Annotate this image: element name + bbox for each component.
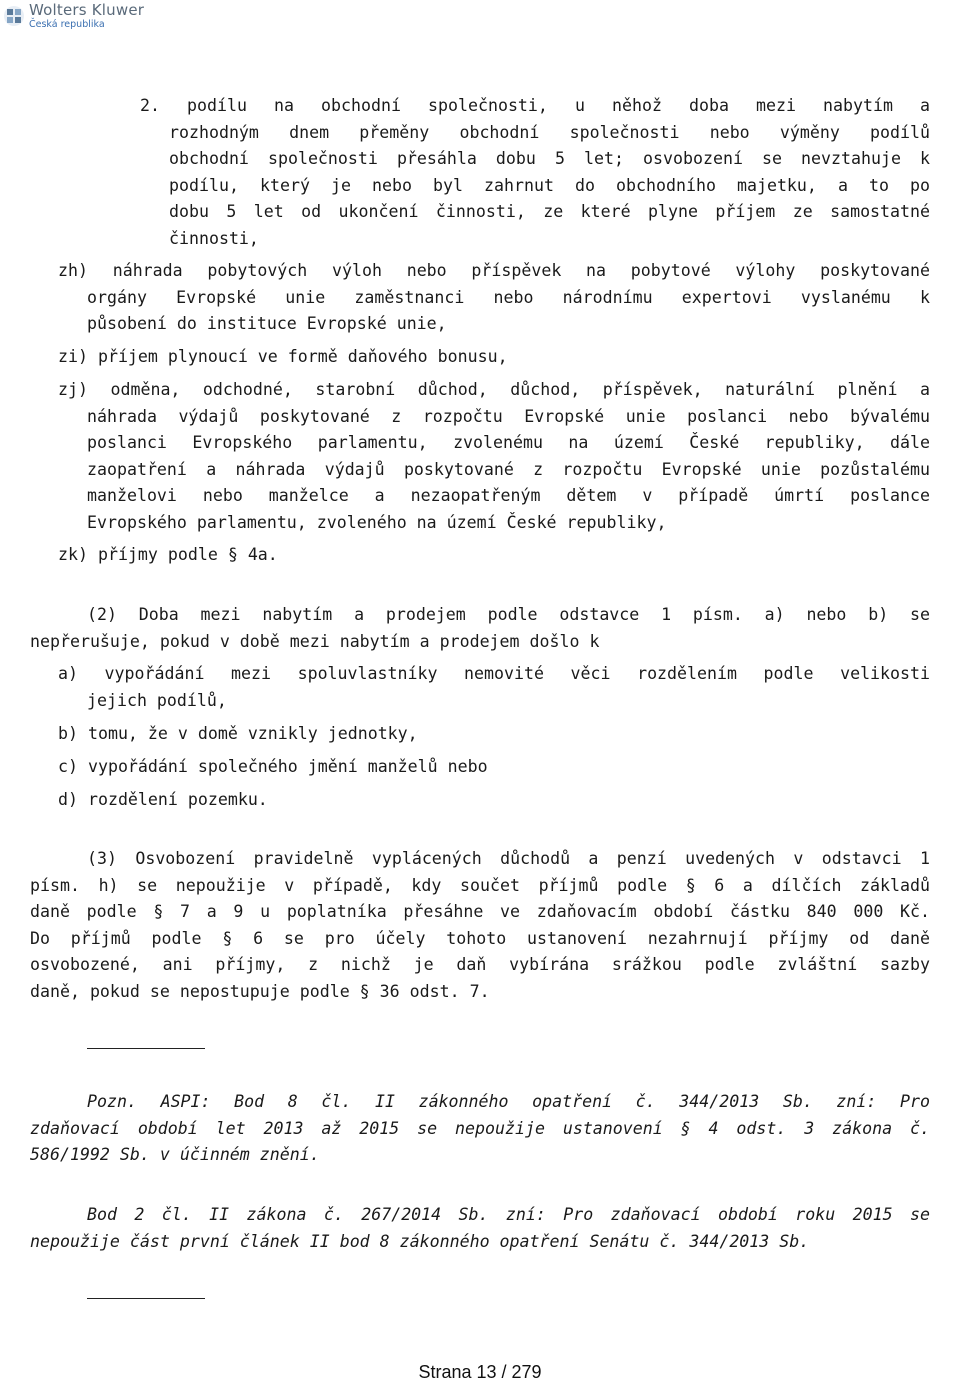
list-item-a bbox=[58, 661, 930, 688]
item-zj bbox=[58, 377, 930, 404]
paragraph-2-continuation bbox=[30, 629, 930, 656]
text-line: písm. h) se nepoužije v případě, kdy součet příjmů podle § 6 a dílčích základů bbox=[30, 875, 930, 895]
text-line: Bod 2 čl. II zákona č. 267/2014 Sb. zní: Pro zdaňovací období roku 2015 se bbox=[87, 1205, 930, 1224]
separator-rule bbox=[87, 1298, 205, 1299]
item-zh bbox=[58, 258, 930, 285]
text-line: (2) Doba mezi nabytím a prodejem podle odstavce 1 písm. a) nebo b) se bbox=[87, 605, 930, 624]
page-number: Strana 13 / 279 bbox=[418, 1362, 542, 1382]
text-line: nepřerušuje, pokud v době mezi nabytím a prodejem došlo k bbox=[30, 631, 600, 651]
text-line: náhrada výdajů poskytované z rozpočtu Evropské unie poslanci nebo bývalému bbox=[87, 406, 930, 426]
text-line: jejich podílů, bbox=[87, 690, 227, 710]
brand-name: Wolters Kluwer bbox=[29, 1, 145, 19]
text-line: b) tomu, že v domě vznikly jednotky, bbox=[58, 724, 418, 743]
text-line: Evropského parlamentu, zvoleného na území České republiky, bbox=[87, 512, 667, 532]
item-2-continuation bbox=[169, 120, 930, 253]
aspi-note-continuation bbox=[30, 1116, 930, 1169]
text-line: Pozn. ASPI: Bod 8 čl. II zákonného opatření č. 344/2013 Sb. zní: Pro bbox=[87, 1092, 930, 1111]
paragraph-3-continuation bbox=[30, 873, 930, 1006]
text-line: daně podle § 7 a 9 u poplatníka přesáhne ve zdaňovacím období částku 840 000 Kč. bbox=[30, 902, 930, 922]
text-line: zk) příjmy podle § 4a. bbox=[58, 545, 278, 564]
text-line: poslanci Evropského parlamentu, zvolenému na území České republiky, dále bbox=[87, 433, 930, 453]
list-item-b bbox=[58, 721, 930, 748]
text-line: podílu, který je nebo byl zahrnut do obchodního majetku, a to po bbox=[169, 175, 930, 195]
item-2 bbox=[140, 93, 930, 120]
text-line: zaopatření a náhrada výdajů poskytované z rozpočtu Evropské unie pozůstalému bbox=[87, 459, 930, 479]
text-line: zdaňovací období let 2013 až 2015 se nepoužije ustanovení § 4 odst. 3 zákona č. bbox=[30, 1118, 930, 1138]
text-line: rozhodným dnem přeměny obchodní společnosti nebo výměny podílů bbox=[169, 122, 930, 142]
item-zh-continuation bbox=[87, 285, 930, 338]
item-zk bbox=[58, 542, 930, 569]
text-line: zi) příjem plynoucí ve formě daňového bonusu, bbox=[58, 347, 508, 366]
text-line: dobu 5 let od ukončení činnosti, ze které plyne příjem ze samostatné bbox=[169, 202, 930, 222]
amendment-note-continuation bbox=[30, 1229, 930, 1256]
text-line: Do příjmů podle § 6 se pro účely tohoto ustanovení nezahrnují příjmy od daně bbox=[30, 928, 930, 948]
text-line: činnosti, bbox=[169, 228, 259, 248]
text-line: zj) odměna, odchodné, starobní důchod, důchod, příspěvek, naturální plnění a bbox=[58, 380, 930, 399]
aspi-note bbox=[87, 1089, 930, 1116]
paragraph-3 bbox=[87, 846, 930, 873]
item-zi bbox=[58, 344, 930, 371]
text-line: osvobozené, ani příjmy, z nichž je daň vybírána srážkou podle zvláštní sazby bbox=[30, 955, 930, 975]
paragraph-2 bbox=[87, 602, 930, 629]
amendment-note bbox=[87, 1202, 930, 1229]
text-line: obchodní společnosti přesáhla dobu 5 let; osvobození se nevztahuje k bbox=[169, 149, 930, 169]
text-line: 2. podílu na obchodní společnosti, u něhož doba mezi nabytím a bbox=[140, 96, 930, 115]
text-line: (3) Osvobození pravidelně vyplácených důchodů a penzí uvedených v odstavci 1 bbox=[87, 849, 930, 868]
wolters-kluwer-logo bbox=[3, 3, 144, 30]
text-line: daně, pokud se nepostupuje podle § 36 odst. 7. bbox=[30, 981, 490, 1001]
logo-mark-icon bbox=[3, 5, 25, 27]
text-line: působení do instituce Evropské unie, bbox=[87, 314, 447, 334]
text-line: orgány Evropské unie zaměstnanci nebo národnímu expertovi vyslanému k bbox=[87, 287, 930, 307]
text-line: nepoužije část první článek II bod 8 zákonného opatření Senátu č. 344/2013 Sb. bbox=[30, 1231, 810, 1251]
text-line: d) rozdělení pozemku. bbox=[58, 790, 268, 809]
text-line: 586/1992 Sb. v účinném znění. bbox=[30, 1145, 320, 1165]
list-item-a-continuation bbox=[87, 688, 930, 715]
list-item-c bbox=[58, 754, 930, 781]
item-zj-continuation bbox=[87, 404, 930, 537]
brand-subtitle: Česká republika bbox=[29, 19, 105, 30]
text-line: zh) náhrada pobytových výloh nebo příspěvek na pobytové výlohy poskytované bbox=[58, 261, 930, 280]
text-line: manželovi nebo manželce a nezaopatřeným dětem v případě úmrtí poslance bbox=[87, 486, 930, 506]
text-line: c) vypořádání společného jmění manželů nebo bbox=[58, 757, 488, 776]
text-line: a) vypořádání mezi spoluvlastníky nemovité věci rozdělením podle velikosti bbox=[58, 664, 930, 683]
list-item-d bbox=[58, 787, 930, 814]
separator-rule bbox=[87, 1048, 205, 1049]
